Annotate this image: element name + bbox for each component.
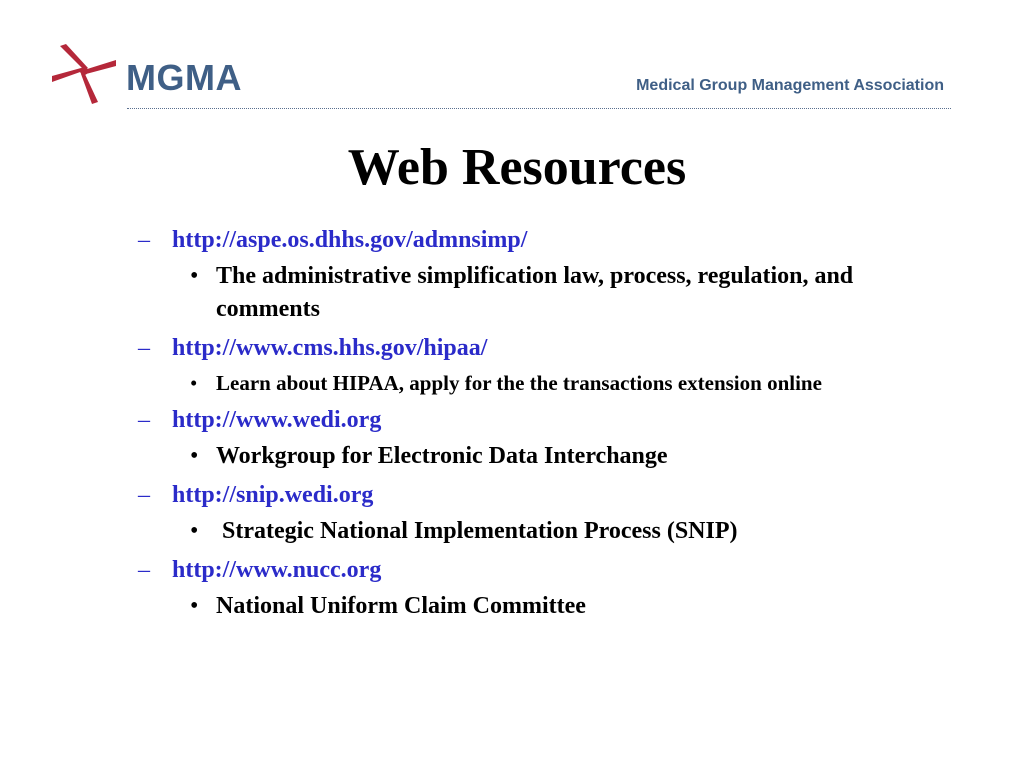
link-row (138, 332, 938, 364)
resource-link-snip[interactable]: http://snip.wedi.org (172, 482, 374, 508)
resource-item (138, 332, 938, 398)
resource-item (138, 224, 938, 326)
description-row (138, 260, 938, 326)
resource-description: National Uniform Claim Committee (216, 593, 586, 619)
dash-marker: – (138, 482, 150, 508)
description-row (138, 368, 938, 398)
resource-description: Learn about HIPAA, apply for the the transactions extension online (216, 371, 822, 395)
resource-description: The administrative simplification law, process, regulation, and comments (216, 263, 854, 322)
bullet-marker: • (190, 518, 199, 544)
bullet-marker: • (190, 371, 198, 395)
resource-item (138, 479, 938, 548)
resource-item (138, 404, 938, 473)
description-row (138, 440, 938, 473)
resource-link-nucc[interactable]: http://www.nucc.org (172, 557, 382, 583)
page-title: Web Resources (347, 139, 687, 196)
organization-name: Medical Group Management Association (636, 77, 944, 94)
link-row (138, 404, 938, 436)
mgma-star-logo-icon (50, 40, 120, 106)
header-divider (127, 108, 951, 109)
logo-wordmark: MGMA (126, 57, 242, 98)
description-row (138, 590, 938, 623)
resource-item (138, 554, 938, 623)
resource-list (138, 218, 938, 623)
bullet-marker: • (190, 443, 199, 469)
bullet-marker: • (190, 263, 199, 289)
resource-link-wedi[interactable]: http://www.wedi.org (172, 407, 382, 433)
dash-marker: – (138, 407, 150, 433)
dash-marker: – (138, 227, 150, 253)
resource-link-cms[interactable]: http://www.cms.hhs.gov/hipaa/ (172, 335, 488, 361)
link-row (138, 224, 938, 256)
dash-marker: – (138, 335, 150, 361)
resource-description: Workgroup for Electronic Data Interchange (216, 443, 668, 469)
dash-marker: – (138, 557, 150, 583)
link-row (138, 554, 938, 586)
link-row (138, 479, 938, 511)
resource-link-aspe[interactable]: http://aspe.os.dhhs.gov/admnsimp/ (172, 227, 528, 253)
description-row (138, 515, 938, 548)
bullet-marker: • (190, 593, 199, 619)
resource-description: Strategic National Implementation Process (SNIP) (216, 518, 738, 544)
